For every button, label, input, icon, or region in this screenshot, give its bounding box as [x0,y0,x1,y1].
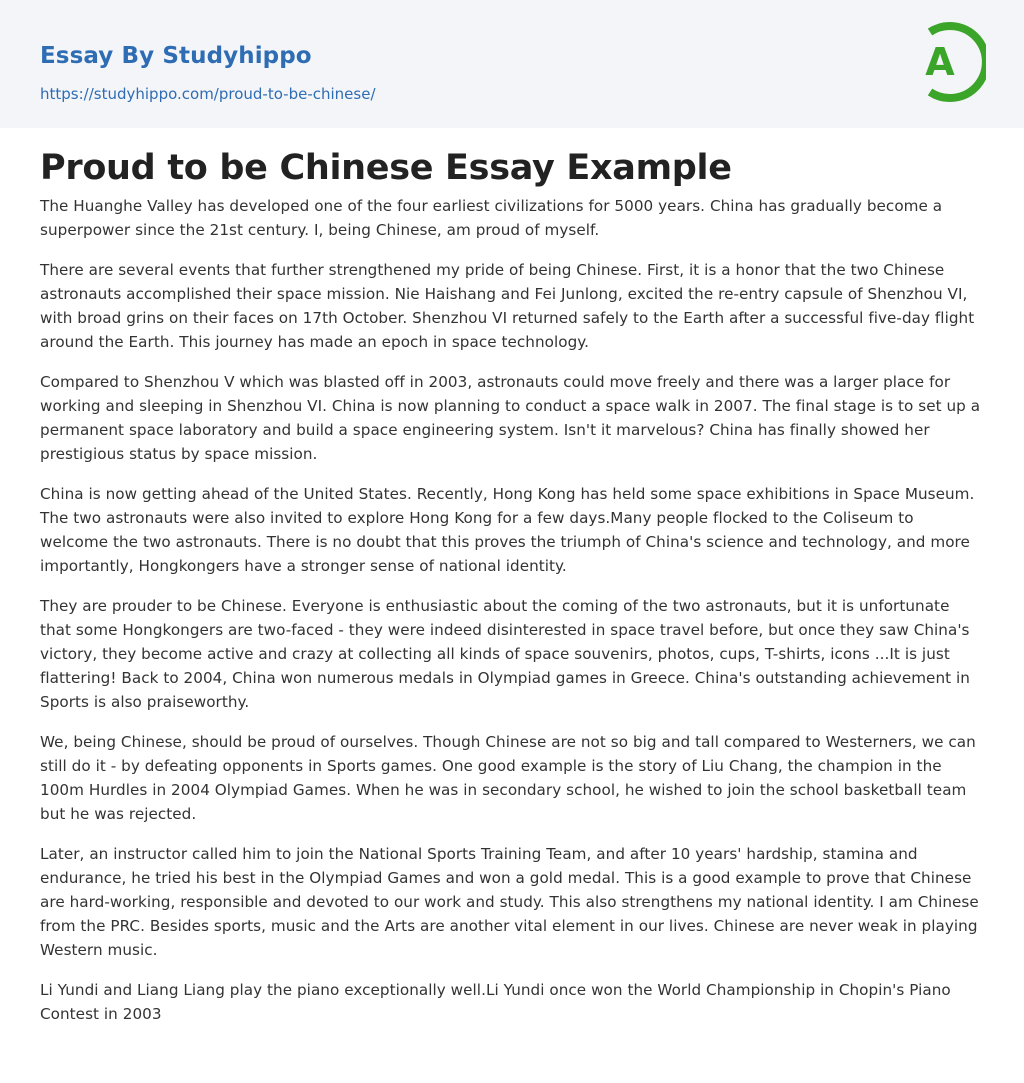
essay-paragraph: China is now getting ahead of the United States. Recently, Hong Kong has held some space exhibitions in Space Museum. The two astronauts were also invited to explore Hong Kong for a few days.Many people flocked to the Coliseum to welcome the two astronauts. There is no doubt that this proves the triumph of China's science and technology, and more importantly, Hongkongers have a stronger sense of national identity. [40,485,975,575]
essay-url-link[interactable]: https://studyhippo.com/proud-to-be-chinese/ [40,85,376,103]
site-header [0,0,1024,128]
studyhippo-logo-icon[interactable] [912,19,986,105]
logo-letter: A [925,40,955,84]
essay-paragraph: They are prouder to be Chinese. Everyone is enthusiastic about the coming of the two astronauts, but it is unfortunate that some Hongkongers are two-faced - they were indeed disinterested in space travel before, but once they saw China's victory, they become active and crazy at collecting all kinds of space souvenirs, photos, cups, T-shirts, icons ...It is just flattering! Back to 2004, China won numerous medals in Olympiad games in Greece. China's outstanding achievement in Sports is also praiseworthy. [40,597,970,711]
essay-paragraph: Li Yundi and Liang Liang play the piano exceptionally well.Li Yundi once won the World Championship in Chopin's Piano Contest in 2003 [40,981,951,1023]
essay-paragraph: The Huanghe Valley has developed one of the four earliest civilizations for 5000 years. China has gradually become a superpower since the 21st century. I, being Chinese, am proud of myself. [40,197,943,239]
essay-paragraph: There are several events that further strengthened my pride of being Chinese. First, it is a honor that the two Chinese astronauts accomplished their space mission. Nie Haishang and Fei Junlong, excited the re-entry capsule of Shenzhou VI, with broad grins on their faces on 17th October. Shenzhou VI returned safely to the Earth after a successful five-day flight around the Earth. This journey has made an epoch in space technology. [40,261,975,351]
essay-paragraph: Later, an instructor called him to join the National Sports Training Team, and after 10 years' hardship, stamina and endurance, he tried his best in the Olympiad Games and won a gold medal. This is a good example to prove that Chinese are hard-working, responsible and devoted to our work and study. This also strengthens my national identity. I am Chinese from the PRC. Besides sports, music and the Arts are another vital element in our lives. Chinese are never weak in playing Western music. [40,845,979,959]
essay-content [0,128,1024,1026]
essay-paragraph: We, being Chinese, should be proud of ourselves. Though Chinese are not so big and tall compared to Westerners, we can still do it - by defeating opponents in Sports games. One good example is the story of Liu Chang, the champion in the 100m Hurdles in 2004 Olympiad Games. When he was in secondary school, he wished to join the school basketball team but he was rejected. [40,733,976,823]
brand-title[interactable]: Essay By Studyhippo [40,43,312,69]
page-title: Proud to be Chinese Essay Example [40,148,732,188]
essay-paragraph: Compared to Shenzhou V which was blasted off in 2003, astronauts could move freely and there was a larger place for working and sleeping in Shenzhou VI. China is now planning to conduct a space walk in 2007. The final stage is to set up a permanent space laboratory and build a space engineering system. Isn't it marvelous? China has finally showed her prestigious status by space mission. [40,373,981,463]
